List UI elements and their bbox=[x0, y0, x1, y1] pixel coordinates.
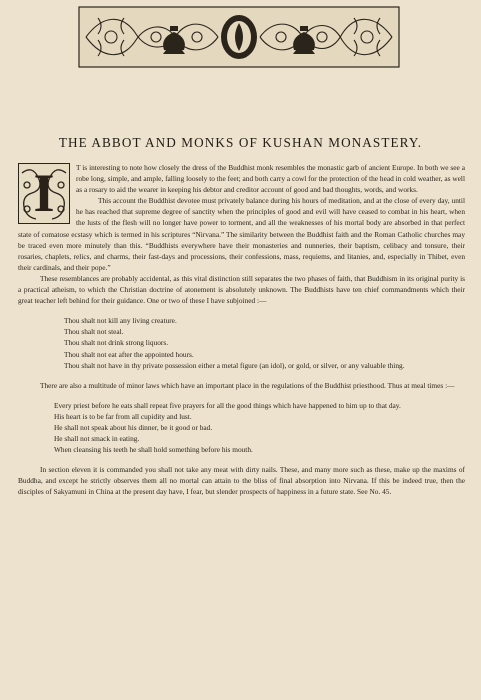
paragraph-5: In section eleven it is commanded you shall not take any meat with dirty nails. These, and many more such as these, make up the maxims of Buddha, and except he strictly observes them all no mortal can attain to the bliss of final absorption into Nirvana. If this be indeed true, then the disciples of Sakyamuni in China at the present day have, I fear, but slender prospects of happiness in a future state. See No. 45. bbox=[18, 465, 465, 497]
list-item: Thou shalt not have in thy private possession either a metal figure (an idol), or gold, or silver, or any valuable thing. bbox=[64, 360, 405, 370]
list-item: Thou shalt not steal. bbox=[64, 327, 124, 337]
list-item: Every priest before he eats shall repeat five prayers for all the good things which have happened to him up to that day. bbox=[54, 400, 401, 410]
drop-cap-letter: I bbox=[33, 163, 55, 223]
paragraph-2: This account the Buddhist devotee must privately balance during his hours of meditation, and at the close of every day, until he has reached that supreme degree of sanctity when the principles of good and evil will have ceased to combat in his heart, when the lusts of the flesh will no longer have power to torment, and all the weaknesses of his mortal body are absorbed in that perfect state of comatose ecstasy which is termed in his scriptures “Nirvana.” The similarity between the Buddhist faith and the Roman Catholic churches may be traced even more minutely than this. “Buddhists everywhere have their monasteries and nunneries, their baptism, celibacy and tonsure, their rosaries, chaplets, relics, and charms, their fast-days and processions, their confessions, mass, requiems, and litanies, and, especially in Thibet, even their cardinals, and their pope.” bbox=[18, 196, 465, 272]
commandments-list bbox=[18, 315, 465, 370]
rules-list bbox=[18, 400, 465, 455]
list-item: He shall not smack in eating. bbox=[54, 434, 140, 444]
list-item: When cleansing his teeth he shall hold something before his mouth. bbox=[54, 445, 253, 455]
paragraph-1-text: T is interesting to note how closely the dress of the Buddhist monk resembles the monastic garb of ancient Europe. In both we see a robe long, simple, and ample, falling loosely to the feet; and both carry a cowl for the protection of the head in cold weather, as well as a rosary to aid the wearer in keeping his debtor and creditor account of good and bad thoughts, words, and works. bbox=[76, 163, 465, 195]
article-body bbox=[18, 162, 465, 498]
list-item: Thou shalt not eat after the appointed hours. bbox=[64, 349, 194, 359]
list-item: His heart is to be far from all cupidity and lust. bbox=[54, 411, 192, 421]
list-item: Thou shalt not drink strong liquors. bbox=[64, 338, 169, 348]
paragraph-4: There are also a multitude of minor laws which have an important place in the regulations of the Buddhist priesthood. Thus at meal times :— bbox=[40, 380, 455, 390]
spacer bbox=[18, 371, 465, 380]
spacer bbox=[18, 455, 465, 464]
list-item: Thou shalt not kill any living creature. bbox=[64, 316, 177, 326]
header-ornament bbox=[78, 6, 400, 68]
page-title: THE ABBOT AND MONKS OF KUSHAN MONASTERY. bbox=[58, 135, 423, 150]
list-item: He shall not speak about his dinner, be it good or bad. bbox=[54, 422, 213, 432]
paragraph-1 bbox=[18, 162, 465, 223]
paragraph-3: These resemblances are probably accidental, as this vital distinction still separates the two phases of faith, that Buddhism in its original purity is a practical atheism, to which the Christian doctrine of atonement is absolutely unknown. The Buddhists have ten chief commandments which their great teacher left behind for their guidance. One or two of these I have subjoined :— bbox=[18, 273, 465, 306]
drop-cap bbox=[18, 163, 70, 224]
